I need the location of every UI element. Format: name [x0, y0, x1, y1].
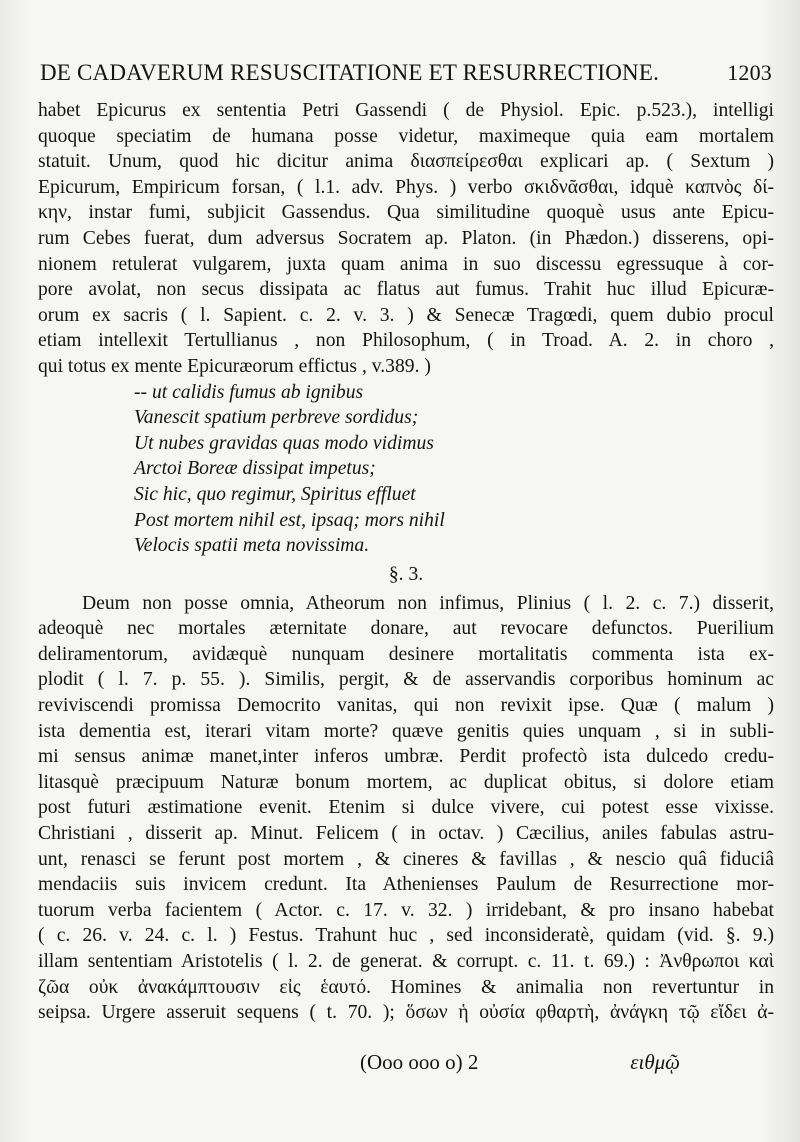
text-line: habet Epicurus ex sententia Petri Gassendi ( de Physiol. Epic. p.523.), intelligi [38, 100, 774, 121]
verse-line: Post mortem nihil est, ipsaq; mors nihil [134, 509, 445, 531]
text-line: ζῶα οὐκ ἀνακάμπτουσιν εἰς ἑαυτό. Homines & animalia non revertuntur in [38, 976, 774, 998]
verse-line: Sic hic, quo regimur, Spiritus effluet [134, 483, 416, 505]
text-line: tuorum verba facientem ( Actor. c. 17. v. 32. ) irridebant, & pro insano habebat [38, 899, 774, 921]
text-line: Deum non posse omnia, Atheorum non infimus, Plinius ( l. 2. c. 7.) disserit, [82, 592, 774, 614]
verse-line: Ut nubes gravidas quas modo vidimus [134, 432, 434, 454]
section-heading: §. 3. [388, 563, 424, 585]
text-line: illam sententiam Aristotelis ( l. 2. de generat. & corrupt. c. 11. t. 69.) : Ἀνθρωποι καὶ [38, 951, 774, 972]
running-title: DE CADAVERUM RESUSCITATIONE ET RESURRECTIONE. [40, 60, 660, 85]
text-line: κην, instar fumi, subjicit Gassendus. Qua similitudine quoquè usus ante Epicu- [38, 202, 774, 224]
text-line: ( c. 26. v. 24. c. l. ) Festus. Trahunt huc , sed inconsideratè, quidam (vid. §. 9.) [38, 925, 774, 947]
text-line: Christiani , disserit ap. Minut. Felicem ( in octav. ) Cæcilius, aniles fabulas astru- [38, 823, 774, 845]
verse-line: -- ut calidis fumus ab ignibus [134, 381, 364, 403]
page-number: 1203 [727, 60, 772, 85]
running-header [40, 60, 772, 86]
text-line: Epicurum, Empiricum forsan, ( l.1. adv. Phys. ) verbo σκιδνᾶσθαι, idquè καπνὸς δί- [38, 176, 774, 198]
text-line: pore avolat, non secus dissipata ac flatus aut fumus. Trahit huc illud Epicuræ- [38, 279, 774, 301]
verse-line: Arctoi Boreæ dissipat impetus; [134, 458, 376, 480]
catchword: ειθμῷ [630, 1050, 680, 1074]
text-line: post futuri æstimatione evenit. Etenim si dulce vivere, cui potest esse vixisse. [38, 797, 774, 819]
text-line: nionem retulerat vulgarem, juxta quam anima in suo discessu egressuque à cor- [38, 253, 774, 275]
text-line: orum ex sacris ( l. Sapient. c. 2. v. 3. ) & Senecæ Tragœdi, quem dubio procul [38, 304, 774, 326]
text-line: etiam intellexit Tertullianus , non Philosophum, ( in Troad. A. 2. in choro , [38, 330, 774, 352]
verse-line: Vanescit spatium perbreve sordidus; [134, 407, 419, 429]
text-line: plodit ( l. 7. p. 55. ). Similis, pergit, & de asservandis corporibus hominum ac [38, 669, 774, 691]
text-line: statuit. Unum, quod hic dicitur anima διασπείρεσθαι explicari ap. ( Sextum ) [38, 151, 774, 173]
text-line: unt, renasci se ferunt post mortem , & cineres & favillas , & nescio quâ fiduciâ [38, 848, 774, 870]
text-line: rum Cebes fuerat, dum adversus Socratem ap. Platon. (in Phædon.) disserens, opi- [38, 227, 774, 249]
text-line: reviviscendi promissa Democrito vanitas, qui non revixit ipse. Quæ ( malum ) [38, 695, 774, 717]
text-line: mi sensus animæ manet,inter inferos umbræ. Perdit profectò ista dulcedo credu- [38, 746, 774, 768]
text-line: deliramentorum, avidæquè nunquam desinere mortalitatis commenta ista ex- [38, 643, 774, 665]
text-line: litasquè præcipuum Naturæ bonum mortem, ac duplicat obitus, si dolore etiam [38, 771, 774, 793]
page-footer [360, 1050, 680, 1075]
text-line: seipsa. Urgere asseruit sequens ( t. 70. ); ὅσων ἡ οὐσία φθαρτὴ, ἀνάγκη τῷ εἴδει ἀ- [38, 1002, 774, 1024]
text-line: quoque speciatim de humana posse videtur, maximeque quia eam mortalem [38, 125, 774, 147]
signature-mark: (Ooo ooo o) 2 [360, 1050, 479, 1074]
verse-line: Velocis spatii meta novissima. [134, 535, 370, 557]
text-line: adeoquè nec mortales æternitate donare, aut revocare defunctos. Puerilium [38, 618, 774, 640]
text-line: qui totus ex mente Epicuræorum effictus , v.389. ) [38, 355, 431, 377]
text-line: ista dementia est, iterari vitam morte? quæve genitis quies unquam , si in subli- [38, 720, 774, 742]
text-line: mendaciis suis invicem credunt. Ita Athenienses Paulum de Resurrectione mor- [38, 874, 774, 896]
text-body [38, 98, 774, 1026]
